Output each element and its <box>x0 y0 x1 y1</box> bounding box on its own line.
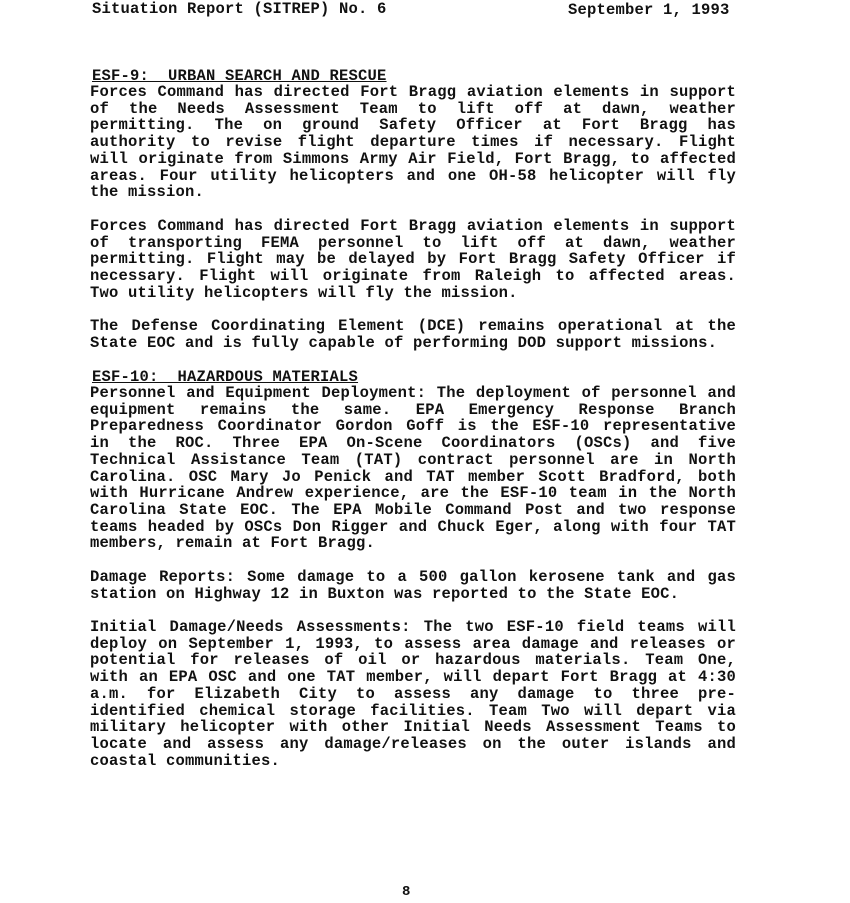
report-title: Situation Report (SITREP) No. 6 <box>92 0 387 18</box>
page-number: 8 <box>402 884 411 900</box>
report-date: September 1, 1993 <box>568 1 730 19</box>
paragraph-esf9-3: The Defense Coordinating Element (DCE) remains operational at the State EOC and is fully capable of performing DOD support missions. <box>90 317 736 352</box>
paragraph-esf9-2: Forces Command has directed Fort Bragg aviation elements in support of transporting FEMA personnel to lift off at dawn, weather permitting. Flight may be delayed by Fort Bragg Safety Officer if necessary. Flight will originate from Raleigh to affected areas. Two utility helicopters will fly the mission. <box>90 217 736 302</box>
paragraph-esf10-3: Initial Damage/Needs Assessments: The two ESF-10 field teams will deploy on September 1, 1993, to assess area damage and releases or potential for releases of oil or hazardous materials. Team One, with an EPA OSC and one TAT member, will depart Fort Bragg at 4:30 a.m. for Elizabeth City to assess any damage to three pre-identified chemical storage facilities. Team Two will depart via military helicopter with other Initial Needs Assessment Teams to locate and assess any damage/releases on the outer islands and coastal communities. <box>90 618 736 770</box>
paragraph-esf10-2: Damage Reports: Some damage to a 500 gallon kerosene tank and gas station on Highway 12 in Buxton was reported to the State EOC. <box>90 568 736 603</box>
section-heading-esf9: ESF-9: URBAN SEARCH AND RESCUE <box>92 67 387 85</box>
section-heading-esf10: ESF-10: HAZARDOUS MATERIALS <box>92 368 359 386</box>
paragraph-esf9-1: Forces Command has directed Fort Bragg aviation elements in support of the Needs Assessment Team to lift off at dawn, weather permitting. The on ground Safety Officer at Fort Bragg has authority to revise flight departure times if necessary. Flight will originate from Simmons Army Air Field, Fort Bragg, to affected areas. Four utility helicopters and one OH-58 helicopter will fly the mission. <box>90 83 736 202</box>
paragraph-esf10-1: Personnel and Equipment Deployment: The deployment of personnel and equipment remains the same. EPA Emergency Response Branch Preparedness Coordinator Gordon Goff is the ESF-10 representative in the ROC. Three EPA On-Scene Coordinators (OSCs) and five Technical Assistance Team (TAT) contract personnel are in North Carolina. OSC Mary Jo Penick and TAT member Scott Bradford, both with Hurricane Andrew experience, are the ESF-10 team in the North Carolina State EOC. The EPA Mobile Command Post and two response teams headed by OSCs Don Rigger and Chuck Eger, along with four TAT members, remain at Fort Bragg. <box>90 384 736 553</box>
